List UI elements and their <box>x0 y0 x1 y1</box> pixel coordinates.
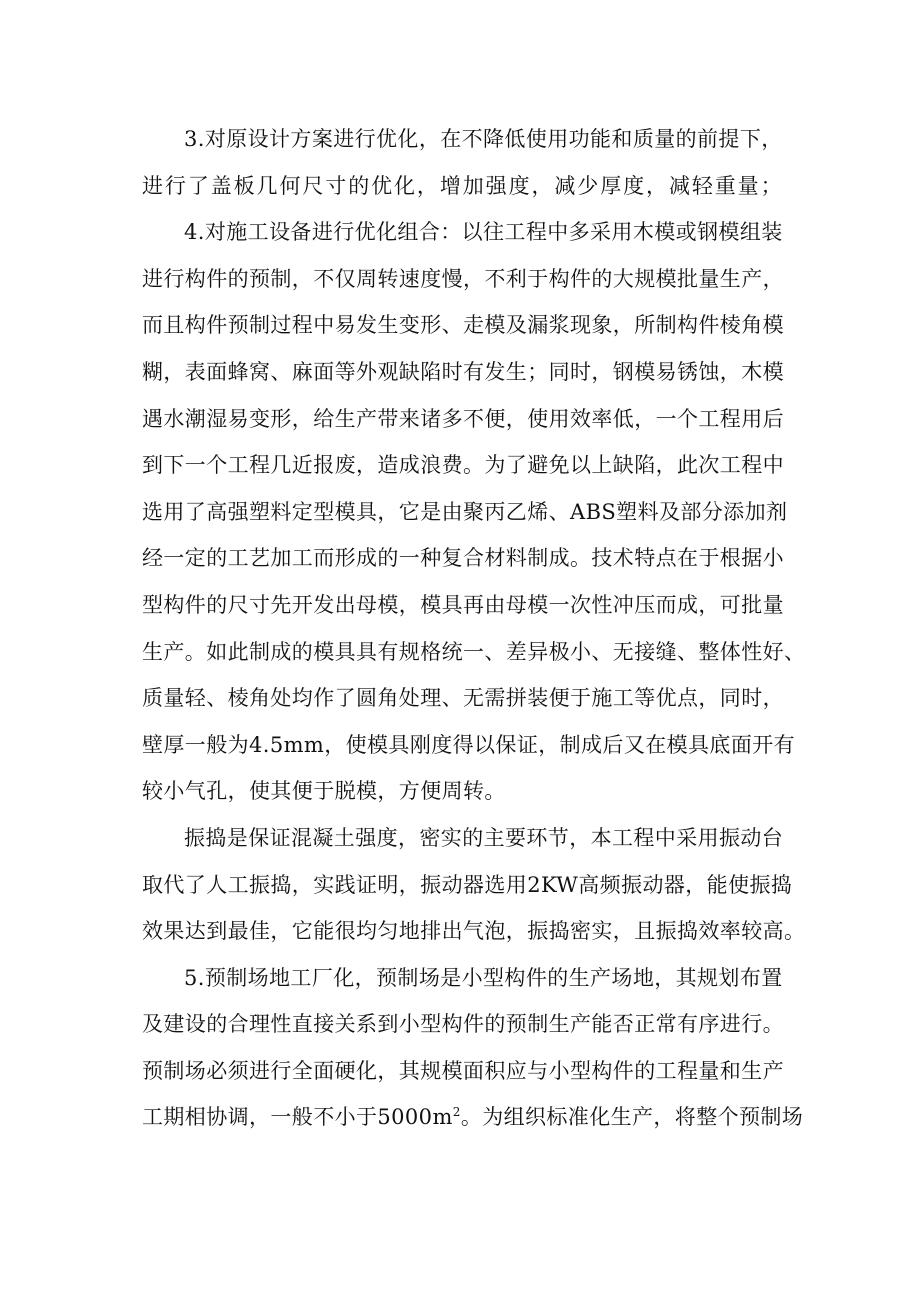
paragraph-5-line-1: 5.预制场地工厂化，预制场是小型构件的生产场地，其规划布置 <box>184 965 783 990</box>
paragraph-4-line-11: 质量轻、棱角处均作了圆角处理、无需拼装便于施工等优点，同时， <box>142 686 784 711</box>
paragraph-4-line-5: 遇水潮湿易变形，给生产带来诸多不便，使用效率低，一个工程用后 <box>142 406 784 431</box>
paragraph-4-line-10: 生产。如此制成的模具具有规格统一、差异极小、无接缝、整体性好、 <box>142 639 806 664</box>
paragraph-4-line-6: 到下一个工程几近报废，造成浪费。为了避免以上缺陷，此次工程中 <box>142 453 784 478</box>
paragraph-4-line-12: 壁厚一般为4.5mm，使模具刚度得以保证，制成后又在模具底面开有 <box>142 732 796 757</box>
paragraph-3-line-2: 进行了盖板几何尺寸的优化，增加强度，减少厚度，减轻重量； <box>142 173 782 198</box>
paragraph-3-line-1: 3.对原设计方案进行优化，在不降低使用功能和质量的前提下， <box>184 127 783 151</box>
paragraph-4-line-3: 而且构件预制过程中易发生变形、走模及漏浆现象，所制构件棱角模 <box>142 313 784 338</box>
paragraph-4-line-1: 4.对施工设备进行优化组合：以往工程中多采用木模或钢模组装 <box>184 220 783 245</box>
paragraph-5-line-4 <box>142 1094 804 1141</box>
paragraph-5-line-4-part-1: 工期相协调，一般不小于5000m <box>142 1105 453 1130</box>
paragraph-vibration-line-2: 取代了人工振捣，实践证明，振动器选用2KW高频振动器，能使振捣 <box>142 872 793 897</box>
paragraph-5-line-2: 及建设的合理性直接关系到小型构件的预制生产能否正常有序进行。 <box>142 1012 784 1037</box>
paragraph-4-line-7: 选用了高强塑料定型模具，它是由聚丙乙烯、ABS塑料及部分添加剂 <box>142 499 788 524</box>
paragraph-4-line-4: 糊，表面蜂窝、麻面等外观缺陷时有发生；同时，钢模易锈蚀，木模 <box>142 359 784 384</box>
body-text <box>142 116 806 1141</box>
paragraph-4-line-8: 经一定的工艺加工而形成的一种复合材料制成。技术特点在于根据小 <box>142 546 784 571</box>
paragraph-5-line-3: 预制场必须进行全面硬化，其规模面积应与小型构件的工程量和生产 <box>142 1058 784 1083</box>
area-unit-superscript: 2 <box>452 1105 461 1120</box>
paragraph-5-line-4-part-2: 。为组织标准化生产，将整个预制场 <box>460 1105 804 1130</box>
paragraph-4-line-13: 较小气孔，使其便于脱模，方便周转。 <box>142 779 506 804</box>
paragraph-4-line-9: 型构件的尺寸先开发出母模，模具再由母模一次性冲压而成，可批量 <box>142 592 784 617</box>
paragraph-4-line-2: 进行构件的预制，不仅周转速度慢，不利于构件的大规模批量生产， <box>142 266 784 291</box>
paragraph-vibration-line-3: 效果达到最佳，它能很均匀地排出气泡，振捣密实，且振捣效率较高。 <box>142 919 806 944</box>
paragraph-vibration-line-1: 振捣是保证混凝土强度，密实的主要环节，本工程中采用振动台 <box>184 825 784 850</box>
